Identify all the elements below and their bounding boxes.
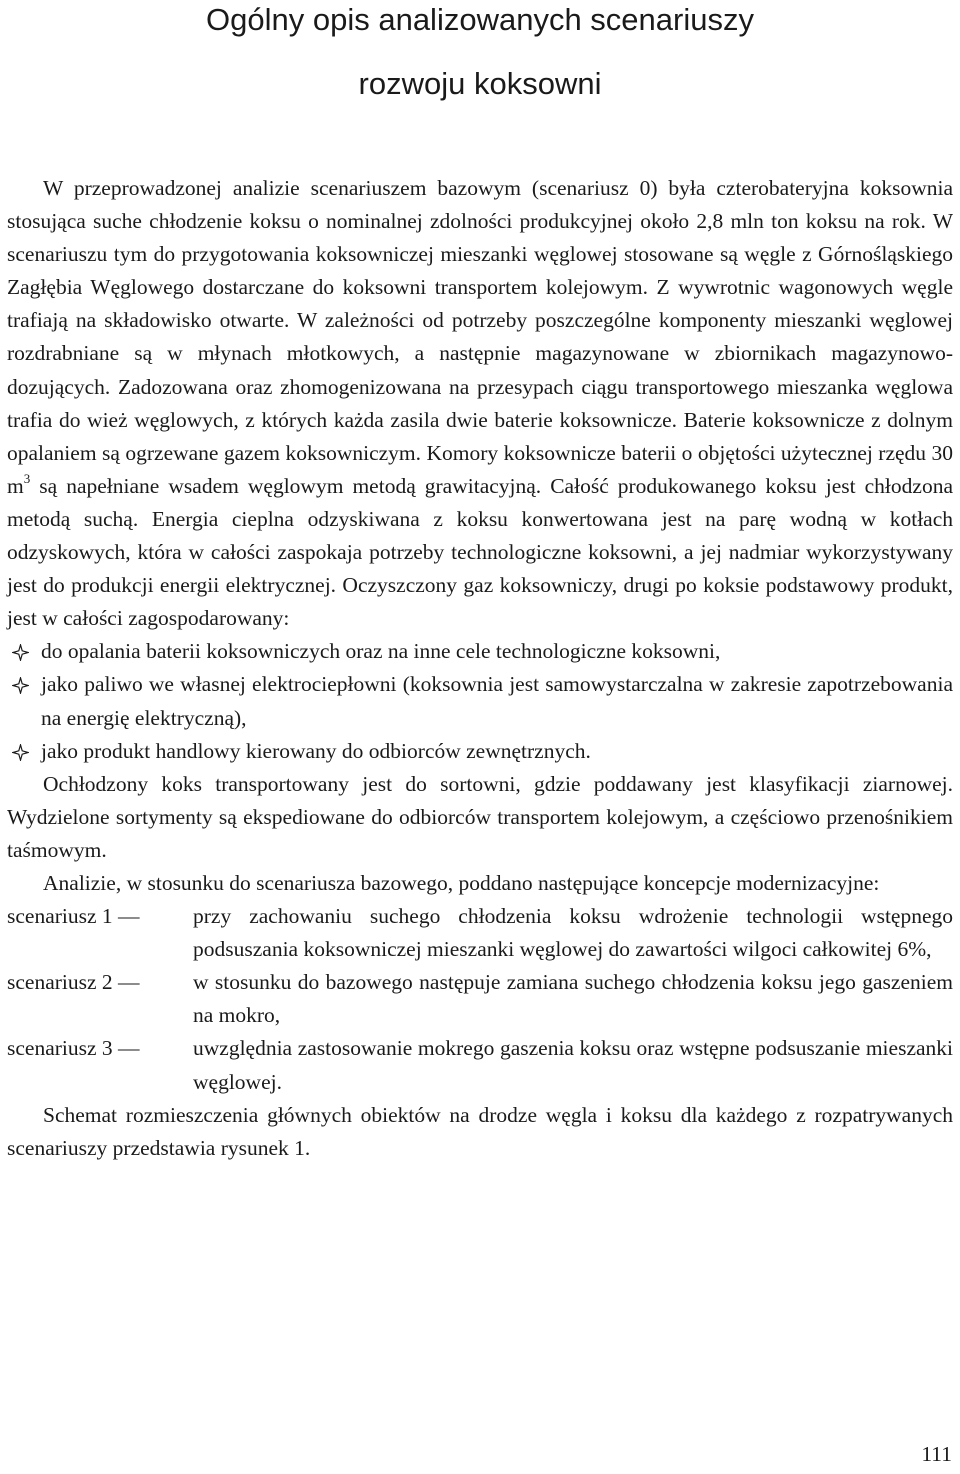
bullet-list [7, 635, 953, 767]
page-number: 111 [921, 1442, 952, 1466]
scenario-description: przy zachowaniu suchego chłodzenia koksu wdrożenie technologii wstępnego podsuszania koksowniczej mieszanki węglowej do zawartości wilgoci całkowitej 6%, [193, 904, 953, 962]
superscript-3: 3 [23, 470, 31, 486]
list-item-text: do opalania baterii koksowniczych oraz na inne cele technologiczne koksowni, [41, 639, 721, 664]
list-item [7, 735, 953, 768]
scenario-description: uwzględnia zastosowanie mokrego gaszenia koksu oraz wstępne podsuszanie mieszanki węglowej. [193, 1036, 953, 1094]
paragraph-2: Ochłodzony koks transportowany jest do sortowni, gdzie poddawany jest klasyfikacji ziarnowej. Wydzielone sortymenty są ekspediowane do odbiorców transportem kolejowym, a częściowo przenośnikiem taśmowym. [7, 771, 953, 862]
document-body [7, 172, 953, 1165]
scenario-description: w stosunku do bazowego następuje zamiana suchego chłodzenia koksu jego gaszeniem na mokro, [193, 970, 953, 1028]
paragraph-1-text-continued: są napełniane wsadem węglowym metodą grawitacyjną. Całość produkowanego koksu jest chłodzona metodą suchą. Energia cieplna odzyskiwana z koksu konwertowana jest na parę wodną w kotłach odzyskowych, która w całości zaspokaja potrzeby technologiczne koksowni, a jej nadmiar wykorzystywany jest do produkcji energii elektrycznej. Oczyszczony gaz koksowniczy, drugi po koksie podstawowy produkt, jest w całości zagospodarowany: [7, 473, 953, 631]
page-title-line-1: Ogólny opis analizowanych scenariuszy [206, 2, 754, 37]
paragraph-1 [7, 172, 953, 635]
scenario-label: scenariusz 2 — [7, 970, 140, 995]
scenario-label: scenariusz 3 — [7, 1036, 140, 1061]
scenario-3 [7, 1032, 953, 1098]
paragraph-4: Schemat rozmieszczenia głównych obiektów na drodze węgla i koksu dla każdego z rozpatrywanych scenariuszy przedstawia rysunek 1. [7, 1102, 953, 1160]
four-point-star-icon [7, 668, 33, 701]
paragraph-3: Analizie, w stosunku do scenariusza bazowego, poddano następujące koncepcje modernizacyjne: [43, 870, 880, 895]
paragraph-1-text: W przeprowadzonej analizie scenariuszem bazowym (scenariusz 0) była czterobateryjna koksownia stosująca suche chłodzenie koksu o nominalnej zdolności produkcyjnej około 2,8 mln ton koksu na rok. W scenariuszu tym do przygotowania koksowniczej mieszanki węglowej stosowane są węgle z Górnośląskiego Zagłębia Węglowego dostarczane do koksowni transportem kolejowym. Z wywrotnic wagonowych węgle trafiają na składowisko otwarte. W zależności od potrzeby poszczególne komponenty mieszanki węglowej rozdrabniane są w młynach młotkowych, a następnie magazynowane w zbiornikach magazynowo-dozujących. Zadozowana oraz zhomogenizowana na przesypach ciągu transportowego mieszanka węglowa trafia do wież węglowych, z których każda zasila dwie baterie koksownicze. Baterie koksownicze z dolnym opalaniem są ogrzewane gazem koksowniczym. Komory koksownicze baterii o objętości użytecznej rzędu 30 m [7, 176, 953, 498]
list-item [7, 668, 953, 734]
list-item [7, 635, 953, 668]
list-item-text: jako produkt handlowy kierowany do odbiorców zewnętrznych. [41, 738, 591, 763]
page-title-line-2: rozwoju koksowni [358, 66, 602, 101]
scenario-label: scenariusz 1 — [7, 904, 140, 929]
scenario-1 [7, 900, 953, 966]
scenario-2 [7, 966, 953, 1032]
list-item-text: jako paliwo we własnej elektrociepłowni (koksownia jest samowystarczalna w zakresie zapotrzebowania na energię elektryczną), [41, 672, 953, 730]
four-point-star-icon [7, 635, 33, 668]
four-point-star-icon [7, 735, 33, 768]
